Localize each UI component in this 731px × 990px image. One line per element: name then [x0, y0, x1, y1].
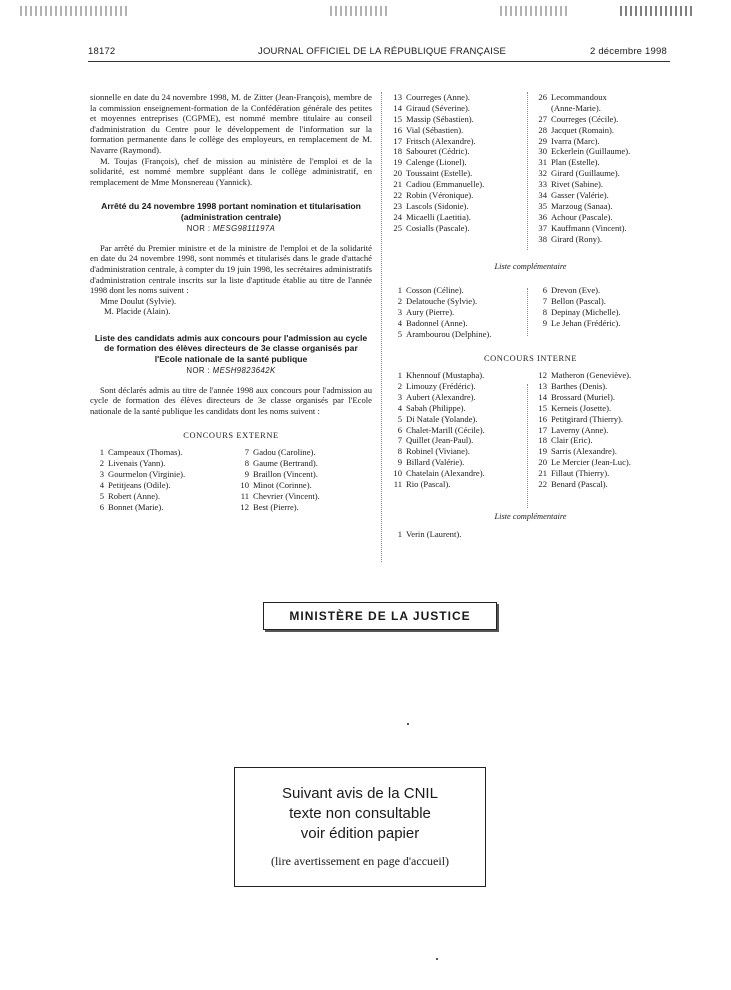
rank-number: 2	[397, 295, 402, 306]
rank-number: 27	[538, 113, 547, 124]
candidate-name: Robin (Véronique).	[406, 190, 474, 201]
rank-number: 8	[397, 446, 402, 457]
rank-number: 21	[538, 468, 547, 479]
list-item	[388, 392, 533, 403]
candidate-name: Kauffmann (Vincent).	[551, 222, 627, 233]
list-item	[533, 296, 673, 307]
candidate-name: Chalet-Marill (Cécile).	[406, 424, 485, 435]
candidate-name: Robert (Anne).	[108, 490, 161, 501]
candidate-name: Girard (Rony).	[551, 233, 603, 244]
complementary-list-heading: Liste complémentaire	[494, 262, 567, 272]
header-rule	[88, 61, 670, 62]
candidate-name-continuation: (Anne-Marie).	[551, 102, 601, 113]
candidate-name: Marzoug (Sanaa).	[551, 200, 613, 211]
names-list	[388, 92, 673, 244]
candidate-name: Gadou (Caroline).	[253, 447, 316, 458]
rank-number: 1	[397, 285, 402, 296]
list-item	[235, 480, 370, 491]
candidate-name: Matheron (Geneviève).	[551, 370, 632, 381]
list-item	[533, 92, 673, 103]
candidate-name: Braillon (Vincent).	[253, 468, 318, 479]
rank-number: 22	[538, 479, 547, 490]
rank-number: 9	[397, 457, 402, 468]
candidate-name: Badonnel (Anne).	[406, 317, 468, 328]
candidate-name: Quillet (Jean-Paul).	[406, 435, 474, 446]
arrete-title: Arrêté du 24 novembre 1998 portant nomination et titularisation (administration centrale)	[101, 201, 361, 222]
rank-number: 30	[538, 146, 547, 157]
right-column	[388, 92, 673, 539]
rank-number: 5	[397, 328, 402, 339]
rank-number: 28	[538, 124, 547, 135]
list-item	[235, 447, 370, 458]
candidate-name: Sabah (Philippe).	[406, 402, 466, 413]
rank-number: 9	[542, 317, 547, 328]
nor-reference: NOR : MESH9823642K	[186, 366, 276, 376]
candidate-name: Petitgirard (Thierry).	[551, 413, 624, 424]
rank-number: 10	[393, 468, 402, 479]
complementary-list-heading: Liste complémentaire	[494, 511, 567, 521]
rank-number: 11	[240, 490, 249, 501]
candidate-name: Barthes (Denis).	[551, 381, 608, 391]
rank-number: 13	[538, 381, 547, 391]
candidate-name: Lecommandoux	[551, 92, 607, 102]
candidate-name: Chatelain (Alexandre).	[406, 468, 485, 479]
rank-number: 4	[99, 479, 104, 490]
rank-number: 34	[538, 190, 547, 201]
list-item	[388, 190, 533, 201]
candidate-name: Bonnet (Marie).	[108, 501, 164, 512]
candidate-name: Massip (Sébastien).	[406, 113, 474, 124]
list-item	[90, 502, 235, 513]
rank-number: 22	[393, 190, 402, 201]
left-column	[90, 92, 372, 512]
rank-number: 8	[542, 306, 547, 317]
list-item	[388, 146, 533, 157]
candidate-name: Micaelli (Laetitia).	[406, 211, 471, 222]
list-item	[235, 491, 370, 502]
list-item	[235, 469, 370, 480]
rank-number: 20	[538, 457, 547, 468]
scan-noise	[20, 6, 130, 16]
candidate-name: Eckerlein (Guillaume).	[551, 146, 631, 157]
candidate-name: Petitjeans (Odile).	[108, 479, 171, 490]
rank-number: 29	[538, 135, 547, 146]
rank-number: 26	[538, 92, 547, 102]
candidate-name: Minot (Corinne).	[253, 479, 312, 490]
rank-number: 15	[538, 402, 547, 413]
cnil-notice	[234, 767, 486, 887]
journal-title: JOURNAL OFFICIEL DE LA RÉPUBLIQUE FRANÇAISE	[258, 46, 507, 57]
rank-number: 14	[393, 102, 402, 113]
list-item	[533, 179, 673, 190]
candidate-name: Laverny (Anne).	[551, 424, 609, 435]
section-heading: CONCOURS INTERNE	[483, 353, 578, 363]
list-item	[533, 212, 673, 223]
page-number: 18172	[88, 46, 116, 57]
list-item	[90, 491, 235, 502]
section-heading: CONCOURS EXTERNE	[183, 430, 279, 440]
rank-number: 12	[240, 501, 249, 512]
candidate-name: Rivet (Sabine).	[551, 179, 604, 190]
rank-number: 13	[393, 92, 402, 102]
candidate-name: Kerneis (Josette).	[551, 402, 612, 413]
candidate-name: Billard (Valérie).	[406, 457, 465, 468]
list-item	[388, 212, 533, 223]
rank-number: 5	[397, 413, 402, 424]
list-item	[533, 168, 673, 179]
candidate-name: Ivarra (Marc).	[551, 135, 600, 146]
candidate-name: Robinel (Viviane).	[406, 446, 470, 457]
rank-number: 19	[393, 157, 402, 168]
names-list	[90, 447, 372, 512]
candidate-name: Sarris (Alexandre).	[551, 446, 617, 457]
list-item	[388, 307, 533, 318]
candidate-name: Courreges (Cécile).	[551, 113, 619, 124]
list-item	[388, 92, 533, 103]
list-item	[388, 136, 533, 147]
rank-number: 32	[538, 168, 547, 179]
cnil-line: texte non consultable	[289, 805, 431, 822]
candidate-name: Gasser (Valérie).	[551, 190, 609, 201]
list-item	[533, 307, 673, 318]
rank-number: 15	[393, 113, 402, 124]
rank-number: 1	[397, 528, 402, 539]
rank-number: 35	[538, 200, 547, 211]
rank-number: 18	[538, 435, 547, 446]
candidate-name: Bellon (Pascal).	[551, 295, 606, 306]
column-separator	[381, 92, 382, 562]
list-item	[533, 403, 673, 414]
candidate-name: Giraud (Séverine).	[406, 102, 470, 113]
rank-number: 3	[397, 391, 402, 402]
list-item	[388, 403, 533, 414]
list-item	[388, 296, 533, 307]
list-item	[388, 479, 533, 490]
list-item	[533, 446, 673, 457]
issue-date: 2 décembre 1998	[590, 46, 667, 57]
list-item	[533, 136, 673, 147]
list-item	[533, 157, 673, 168]
list-item	[388, 529, 533, 540]
candidate-name: Cosson (Céline).	[406, 285, 464, 296]
candidate-name: Best (Pierre).	[253, 501, 299, 512]
list-item	[90, 480, 235, 491]
list-item	[388, 157, 533, 168]
list-item	[533, 392, 673, 403]
candidate-name: Aury (Pierre).	[406, 306, 455, 317]
rank-number: 7	[397, 435, 402, 446]
ministry-heading: MINISTÈRE DE LA JUSTICE	[263, 602, 497, 630]
candidate-name: Clair (Eric).	[551, 435, 593, 446]
list-item	[90, 447, 235, 458]
list-item	[90, 458, 235, 469]
candidate-name: Di Natale (Yolande).	[406, 413, 478, 424]
rank-number: 25	[393, 222, 402, 233]
list-item	[388, 125, 533, 136]
names-list	[388, 370, 673, 490]
list-item	[90, 469, 235, 480]
rank-number: 17	[538, 424, 547, 435]
candidate-name: Brossard (Muriel).	[551, 391, 615, 402]
list-item	[388, 425, 533, 436]
candidate-name: Girard (Guillaume).	[551, 168, 620, 179]
rank-number: 7	[244, 447, 249, 458]
scan-noise	[330, 6, 390, 16]
list-item	[388, 201, 533, 212]
list-item	[533, 457, 673, 468]
candidate-name: Courreges (Anne).	[406, 92, 470, 102]
liste-title: Liste des candidats admis aux concours pour l'admission au cycle de formation des élèves directeurs de 3e classe organisés par l'Ecole nationale de la santé publique	[94, 332, 368, 364]
candidate-name: Lascols (Sidonie).	[406, 200, 469, 211]
candidate-name: Plan (Estelle).	[551, 157, 600, 168]
list-item	[533, 125, 673, 136]
cnil-note: (lire avertissement en page d'accueil)	[270, 854, 450, 868]
rank-number: 4	[397, 317, 402, 328]
intro-paragraph: M. Toujas (François), chef de mission au ministère de l'emploi et de la solidarité, est nommé membre suppléant dans le collège administratif, en remplacement de Mme Monsnereau (Yannick).	[90, 155, 372, 187]
names-list	[388, 529, 673, 540]
rank-number: 23	[393, 200, 402, 211]
candidate-name: Khennouf (Mustapha).	[406, 370, 485, 381]
list-item	[533, 190, 673, 201]
list-item	[533, 425, 673, 436]
candidate-name: Aubert (Alexandre).	[406, 391, 476, 402]
candidate-name: Depinay (Michelle).	[551, 306, 621, 317]
list-item	[388, 446, 533, 457]
list-item	[533, 381, 673, 392]
candidate-name: Rio (Pascal).	[406, 479, 451, 490]
list-item	[388, 457, 533, 468]
candidate-name: Le Mercier (Jean-Luc).	[551, 457, 631, 468]
rank-number: 6	[542, 285, 547, 296]
list-item	[388, 435, 533, 446]
rank-number: 3	[397, 306, 402, 317]
cnil-line: Suivant avis de la CNIL	[282, 785, 438, 802]
rank-number: 7	[542, 295, 547, 306]
arrete-name: M. Placide (Alain).	[104, 306, 171, 317]
nor-reference: NOR : MESG9811197A	[186, 224, 276, 234]
list-item	[533, 468, 673, 479]
candidate-name: Cadiou (Emmanuelle).	[406, 179, 485, 190]
candidate-name: Campeaux (Thomas).	[108, 447, 183, 458]
rank-number: 37	[538, 222, 547, 233]
rank-number: 2	[397, 381, 402, 391]
candidate-name: Gourmelon (Virginie).	[108, 468, 186, 479]
rank-number: 17	[393, 135, 402, 146]
list-item-continuation	[533, 103, 673, 114]
candidate-name: Toussaint (Estelle).	[406, 168, 473, 179]
list-item	[388, 114, 533, 125]
list-item	[533, 414, 673, 425]
list-item	[533, 285, 673, 296]
scan-noise	[620, 6, 695, 16]
candidate-name: Delatouche (Sylvie).	[406, 295, 478, 306]
rank-number: 2	[99, 457, 104, 468]
candidate-name: Drevon (Eve).	[551, 285, 601, 296]
rank-number: 21	[393, 179, 402, 190]
list-item	[388, 414, 533, 425]
list-item	[388, 168, 533, 179]
list-item	[388, 103, 533, 114]
candidate-name: Verin (Laurent).	[406, 528, 462, 539]
list-item	[533, 370, 673, 381]
list-item	[533, 318, 673, 329]
arrete-name: Mme Doulut (Sylvie).	[100, 295, 177, 306]
list-item	[235, 458, 370, 469]
candidate-name: Limouzy (Frédéric).	[406, 381, 476, 391]
rank-number: 1	[99, 447, 104, 458]
cnil-line: voir édition papier	[300, 825, 420, 842]
list-item	[388, 223, 533, 234]
rank-number: 6	[99, 501, 104, 512]
candidate-name: Jacquet (Romain).	[551, 124, 615, 135]
scan-noise	[500, 6, 570, 16]
rank-number: 24	[393, 211, 402, 222]
candidate-name: Livenais (Yann).	[108, 457, 166, 468]
list-item	[388, 285, 533, 296]
list-item	[388, 179, 533, 190]
list-item	[533, 201, 673, 212]
rank-number: 16	[538, 413, 547, 424]
candidate-name: Cosialls (Pascale).	[406, 222, 470, 233]
rank-number: 11	[393, 479, 402, 490]
list-item	[388, 381, 533, 392]
candidate-name: Vial (Sébastien).	[406, 124, 464, 135]
candidate-name: Chevrier (Vincent).	[253, 490, 320, 501]
rank-number: 10	[240, 479, 249, 490]
candidate-name: Le Jehan (Frédéric).	[551, 317, 621, 328]
list-item	[533, 435, 673, 446]
rank-number: 3	[99, 468, 104, 479]
list-item	[388, 370, 533, 381]
rank-number: 5	[99, 490, 104, 501]
intro-paragraph: sionnelle en date du 24 novembre 1998, M. de Zitter (Jean-François), membre de la commission enseignement-formation de la Confédération générale des petites et moyennes entreprises (CGPME), est nommé membre titulaire au conseil d'administration du Centre pour le développement de l'information sur la formation permanente dans le collège des employeurs, en remplacement de M. Navarre (Raymond).	[90, 92, 372, 155]
rank-number: 19	[538, 446, 547, 457]
candidate-name: Sabouret (Cédric).	[406, 146, 470, 157]
candidate-name: Benard (Pascal).	[551, 479, 608, 490]
rank-number: 9	[244, 468, 249, 479]
rank-number: 18	[393, 146, 402, 157]
arrete-paragraph: Par arrêté du Premier ministre et de la ministre de l'emploi et de la solidarité en date du 24 novembre 1998, sont nommés et titularisés dans le grade d'attaché d'administration centrale, à compter du 19 juin 1998, les secrétaires administratifs d'administration centrale inscrits sur la liste d'aptitude établie au titre de l'année 1998 dont les noms suivent :	[90, 242, 372, 296]
rank-number: 16	[393, 124, 402, 135]
rank-number: 31	[538, 157, 547, 168]
candidate-name: Arambourou (Delphine).	[406, 328, 492, 339]
candidate-name: Calenge (Lionel).	[406, 157, 467, 168]
list-item	[533, 223, 673, 234]
list-item	[533, 479, 673, 490]
candidate-name: Fillaut (Thierry).	[551, 468, 610, 479]
rank-number: 36	[538, 211, 547, 222]
list-item	[388, 329, 533, 340]
rank-number: 8	[244, 457, 249, 468]
rank-number: 12	[538, 370, 547, 381]
list-item	[388, 468, 533, 479]
list-item	[533, 114, 673, 125]
scan-speck	[407, 723, 409, 725]
rank-number: 4	[397, 402, 402, 413]
candidate-name: Achour (Pascale).	[551, 211, 613, 222]
liste-paragraph: Sont déclarés admis au titre de l'année 1998 aux concours pour l'admission au cycle de formation des élèves directeurs de 3e classe organisés par l'Ecole nationale de la santé publique les candidats dont les noms suivent :	[90, 384, 372, 416]
candidate-name: Fritsch (Alexandre).	[406, 135, 476, 146]
list-item	[235, 502, 370, 513]
names-list	[388, 285, 673, 339]
rank-number: 6	[397, 424, 402, 435]
rank-number: 38	[538, 233, 547, 244]
list-item	[388, 318, 533, 329]
rank-number: 1	[397, 370, 402, 381]
scan-speck	[436, 958, 438, 960]
candidate-name: Gaume (Bertrand).	[253, 457, 318, 468]
rank-number: 14	[538, 391, 547, 402]
rank-number: 20	[393, 168, 402, 179]
list-item	[533, 234, 673, 245]
rank-number: 33	[538, 179, 547, 190]
list-item	[533, 146, 673, 157]
